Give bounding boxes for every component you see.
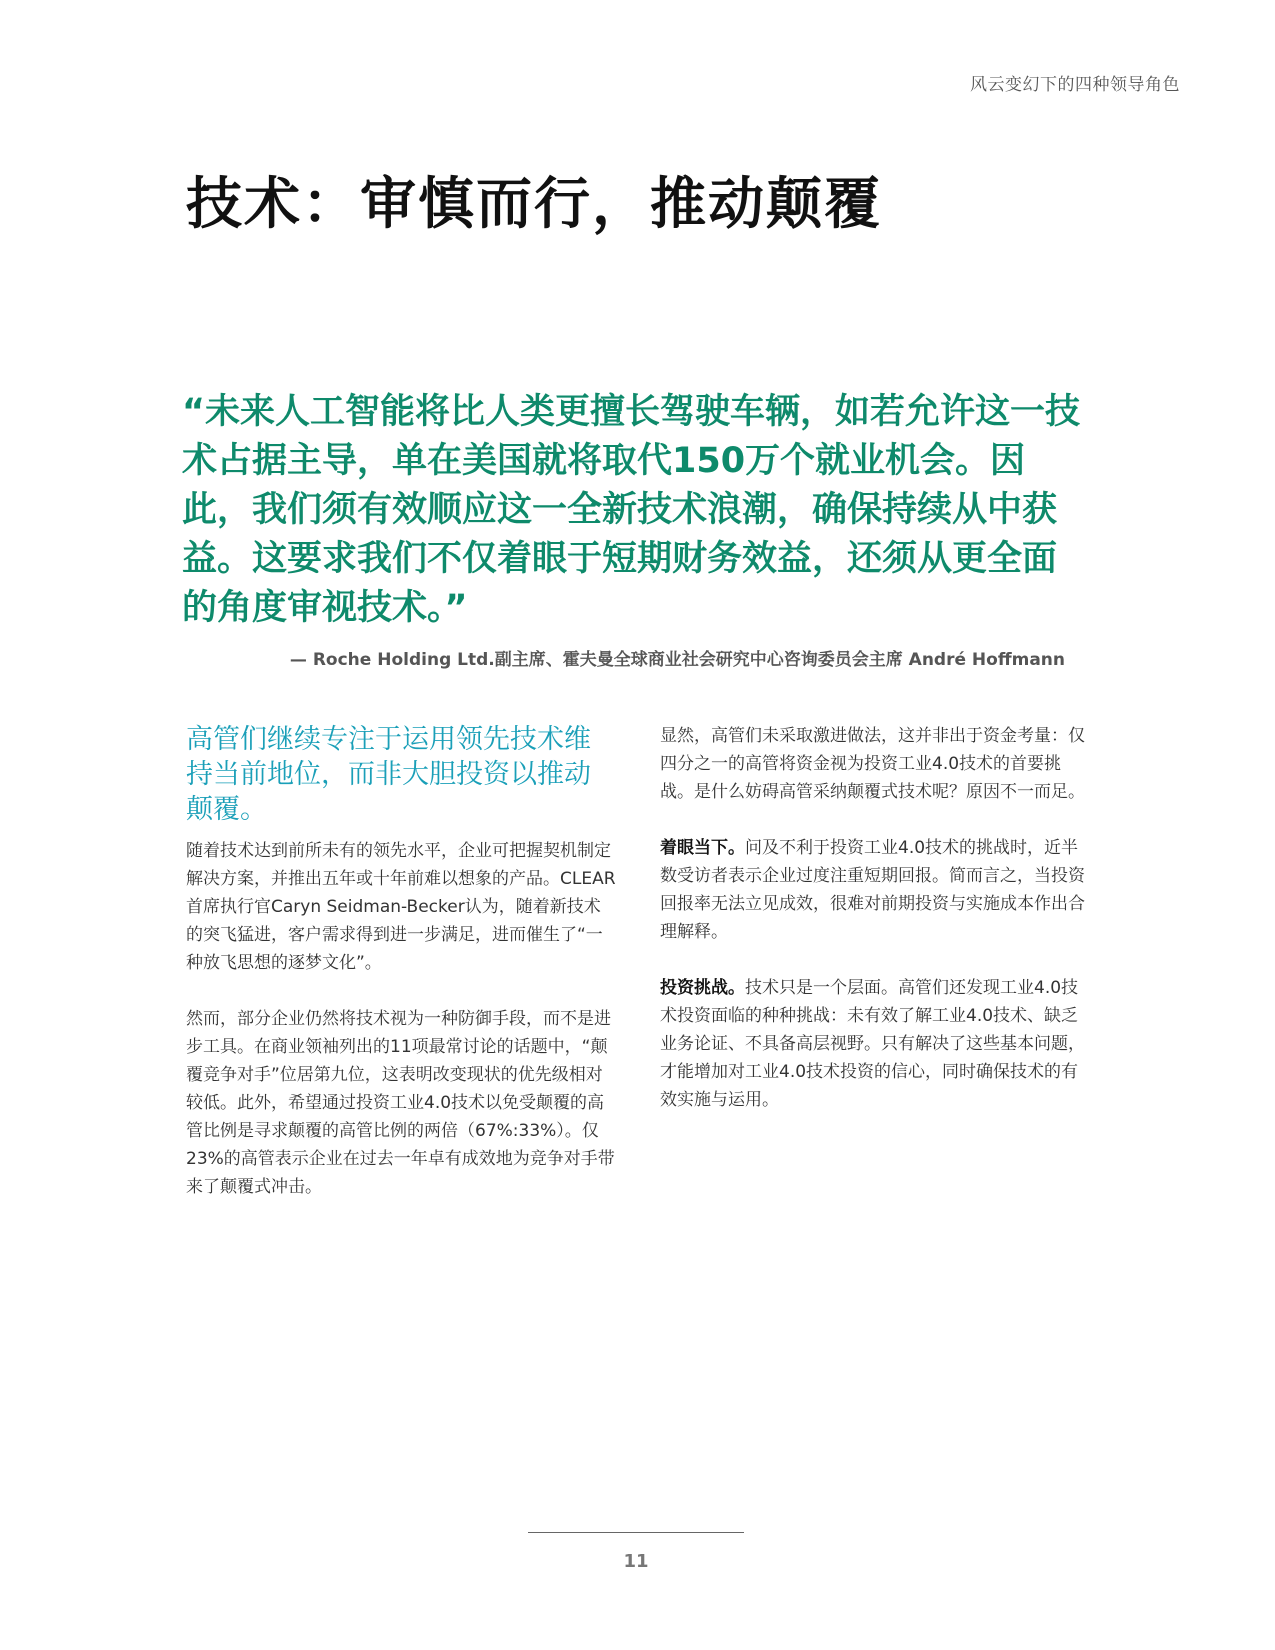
paragraph-lead: 投资挑战。 [660, 978, 745, 998]
left-column [186, 722, 616, 1229]
right-column [660, 722, 1090, 1142]
footer-divider [528, 1532, 744, 1533]
section-subheading: 高管们继续专注于运用领先技术维持当前地位，而非大胆投资以推动颠覆。 [186, 724, 591, 825]
paragraph-lead: 着眼当下。 [660, 838, 745, 858]
body-paragraph-intro: 显然，高管们未采取激进做法，这并非出于资金考量：仅四分之一的高管将资金视为投资工业4.0技术的首要挑战。是什么妨碍高管采纳颠覆式技术呢？原因不一而足。 [660, 726, 1085, 802]
body-paragraph: 随着技术达到前所未有的领先水平，企业可把握契机制定解决方案，并推出五年或十年前难以想象的产品。CLEAR首席执行官Caryn Seidman-Becker认为，随着新技术的突飞猛进，客户需求得到进一步满足，进而催生了“一种放飞思想的逐梦文化”。 [186, 841, 616, 973]
running-header: 风云变幻下的四种领导角色 [970, 75, 1180, 95]
paragraph-text: 技术只是一个层面。高管们还发现工业4.0技术投资面临的种种挑战：未有效了解工业4.0技术、缺乏业务论证、不具备高层视野。只有解决了这些基本问题，才能增加对工业4.0技术投资的信心，同时确保技术的有效实施与运用。 [660, 978, 1085, 1110]
quote-text: “未来人工智能将比人类更擅长驾驶车辆，如若允许这一技术占据主导，单在美国就将取代150万个就业机会。因此，我们须有效顺应这一全新技术浪潮，确保持续从中获益。这要求我们不仅着眼于短期财务效益，还须从更全面的角度审视技术。” [182, 392, 1081, 628]
quote-attribution: — Roche Holding Ltd.副主席、霍夫曼全球商业社会研究中心咨询委员会主席 André Hoffmann [289, 650, 1065, 670]
body-paragraph: 然而，部分企业仍然将技术视为一种防御手段，而不是进步工具。在商业领袖列出的11项最常讨论的话题中，“颠覆竞争对手”位居第九位，这表明改变现状的优先级相对较低。此外，希望通过投资工业4.0技术以免受颠覆的高管比例是寻求颠覆的高管比例的两倍（67%:33%）。仅23%的高管表示企业在过去一年卓有成效地为竞争对手带来了颠覆式冲击。 [186, 1009, 615, 1197]
pull-quote [182, 388, 1082, 633]
body-paragraph [660, 834, 1090, 946]
body-paragraph [660, 974, 1090, 1114]
paragraph-text: 问及不利于投资工业4.0技术的挑战时，近半数受访者表示企业过度注重短期回报。简而言之，当投资回报率无法立见成效，很难对前期投资与实施成本作出合理解释。 [660, 838, 1085, 942]
page-title: 技术：审慎而行，推动颠覆 [186, 172, 882, 237]
page-number: 11 [623, 1551, 649, 1572]
